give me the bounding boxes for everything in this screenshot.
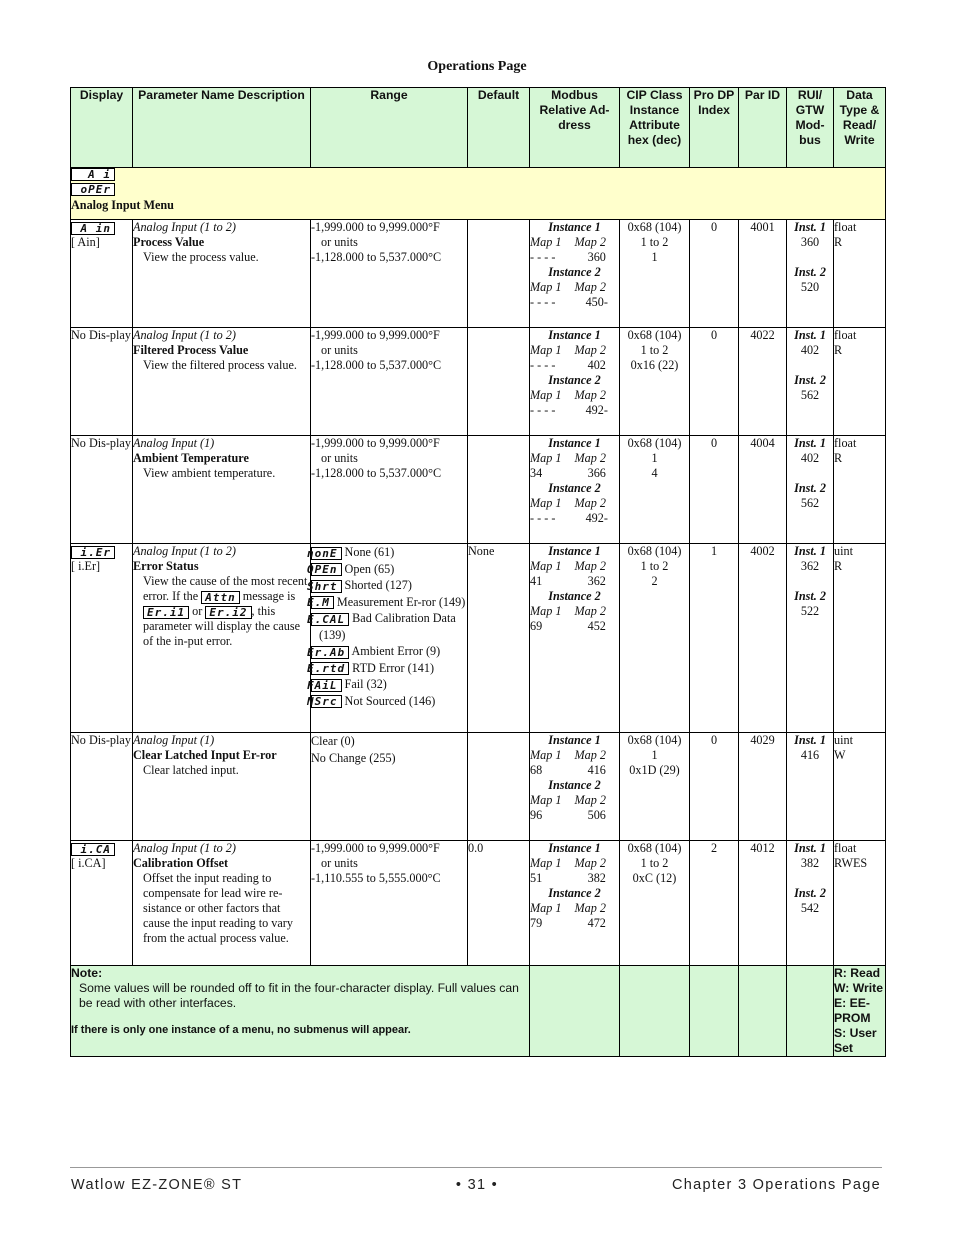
map-label: Map 1 [530, 748, 562, 762]
note-bold: If there is only one instance of a menu, no submenus will appear. [71, 1024, 411, 1036]
map-label: Map 2 [574, 388, 606, 402]
range-option [307, 643, 467, 660]
display-cell [71, 436, 133, 544]
range-cell [311, 220, 468, 328]
map-label: Map 1 [530, 901, 562, 915]
range-line: or units [321, 235, 358, 249]
range-line: or units [321, 343, 358, 357]
cip-class: 0x68 (104) [627, 733, 682, 747]
map-value: 360 [587, 250, 606, 264]
display-text: [ Ain] [71, 235, 100, 249]
desc-text: or [192, 604, 203, 618]
default-cell: 0.0 [468, 841, 530, 966]
rui-value: 360 [800, 235, 820, 249]
map-value: 69 [530, 619, 543, 633]
param-cell [133, 220, 311, 328]
range-line: -1,999.000 to 9,999.000°F [311, 328, 440, 342]
note-empty [787, 966, 834, 1057]
param-cell [133, 544, 311, 733]
default-cell [468, 733, 530, 841]
header-param: Parameter Name Description [133, 88, 311, 168]
range-cell [311, 841, 468, 966]
read-write: W [834, 748, 846, 762]
rui-value: 402 [800, 451, 820, 465]
modbus-cell [530, 733, 620, 841]
map-value: 366 [587, 466, 606, 480]
lcd-code: Er.i2 [205, 606, 251, 619]
desc-text: message is [242, 589, 296, 603]
legend-item: S: User Set [834, 1026, 877, 1055]
note-empty [739, 966, 787, 1057]
cip-cell [620, 544, 690, 733]
map-value: 382 [587, 871, 606, 885]
note-empty [690, 966, 739, 1057]
rui-value: 382 [800, 856, 820, 870]
footer-divider [70, 1167, 882, 1168]
param-group: Analog Input (1) [133, 733, 215, 747]
param-cell [133, 436, 311, 544]
map-label: Map 2 [574, 343, 606, 357]
option-text: Bad Calibration Data (139) [319, 611, 456, 642]
map-label: Map 1 [530, 451, 562, 465]
note-empty [620, 966, 690, 1057]
option-text: None (61) [344, 545, 395, 559]
rui-value: 416 [800, 748, 820, 762]
range-option [307, 676, 467, 693]
rui-value: 520 [800, 280, 820, 294]
table-row [71, 733, 886, 841]
cip-class: 0x68 (104) [627, 328, 682, 342]
lcd-code: E.CAL [311, 613, 349, 626]
display-cell [71, 841, 133, 966]
display-text: No Dis-play [71, 733, 131, 747]
map-value: 79 [530, 916, 543, 930]
cip-instance: 1 to 2 [640, 235, 669, 249]
note-text: Some values will be rounded off to fit in the four-character display. Full values can be read with other interfaces. [79, 981, 519, 1010]
param-name: Error Status [133, 559, 199, 573]
menu-cell [71, 168, 886, 220]
display-text: No Dis-play [71, 436, 131, 450]
legend-item: W: Write [834, 981, 883, 995]
default-cell [468, 436, 530, 544]
rui-value: 362 [800, 559, 820, 573]
dtype-cell [834, 220, 886, 328]
header-prodp: Pro DP Index [690, 88, 739, 168]
range-line: No Change (255) [311, 751, 396, 765]
map-value: 362 [587, 574, 606, 588]
rui-inst: Inst. 1 [794, 733, 826, 747]
desc-text: , this parameter will display the cause of the in-put error. [143, 604, 301, 648]
param-name: Ambient Temperature [133, 451, 249, 465]
note-cell [71, 966, 530, 1057]
map-label: Map 1 [530, 604, 562, 618]
data-type: uint [834, 733, 853, 747]
param-cell [133, 733, 311, 841]
rui-inst: Inst. 2 [794, 589, 826, 603]
cip-cell [620, 436, 690, 544]
header-cip: CIP Class Instance Attribute hex (dec) [620, 88, 690, 168]
rui-value: 402 [800, 343, 820, 357]
read-write: R [834, 235, 843, 249]
modbus-cell [530, 328, 620, 436]
cip-cell [620, 220, 690, 328]
header-dtype: Data Type & Read/ Write [834, 88, 886, 168]
param-cell [133, 328, 311, 436]
map-label: Map 1 [530, 793, 562, 807]
map-value: - - - - [530, 358, 556, 372]
map-value: 402 [587, 358, 606, 372]
instance-label: Instance 1 [548, 544, 601, 558]
table-row [71, 841, 886, 966]
param-name: Clear Latched Input Er-ror [133, 748, 277, 762]
map-label: Map 1 [530, 559, 562, 573]
range-cell [311, 436, 468, 544]
range-line: -1,128.000 to 5,537.000°C [311, 250, 442, 264]
range-line: Clear (0) [311, 734, 355, 748]
rui-value: 562 [800, 496, 820, 510]
table-row [71, 436, 886, 544]
option-text: Measurement Er-ror (149) [336, 594, 466, 609]
dtype-cell [834, 544, 886, 733]
lcd-code: NSrc [311, 695, 342, 708]
param-desc [133, 574, 310, 649]
instance-label: Instance 1 [548, 328, 601, 342]
lcd-code: E.M [311, 596, 334, 609]
parid-cell: 4029 [739, 733, 787, 841]
param-desc: View the process value. [143, 250, 259, 264]
map-value: 492- [585, 511, 608, 525]
map-value: - - - - [530, 250, 556, 264]
map-label: Map 1 [530, 388, 562, 402]
display-cell [71, 328, 133, 436]
param-group: Analog Input (1 to 2) [133, 220, 236, 234]
cip-instance: 1 [651, 748, 658, 762]
param-name: Calibration Offset [133, 856, 229, 870]
param-desc: View the filtered process value. [143, 358, 297, 372]
range-line: -1,128.000 to 5,537.000°C [311, 466, 442, 480]
modbus-cell [530, 841, 620, 966]
map-label: Map 1 [530, 280, 562, 294]
map-label: Map 1 [530, 343, 562, 357]
range-option [307, 610, 467, 643]
instance-label: Instance 2 [548, 481, 601, 495]
map-label: Map 2 [574, 559, 606, 573]
footer-right: Chapter 3 Operations Page [671, 1177, 881, 1193]
range-option [307, 660, 467, 677]
header-display: Display [71, 88, 133, 168]
param-group: Analog Input (1 to 2) [133, 841, 236, 855]
range-line: or units [321, 451, 358, 465]
range-line: -1,999.000 to 9,999.000°F [311, 436, 440, 450]
map-label: Map 2 [574, 748, 606, 762]
map-value: 34 [530, 466, 543, 480]
cip-attribute: 1 [651, 250, 658, 264]
prodp-cell: 0 [690, 436, 739, 544]
menu-label: Analog Input Menu [71, 198, 174, 212]
read-write: R [834, 343, 843, 357]
rui-value: 522 [800, 604, 820, 618]
map-label: Map 2 [574, 451, 606, 465]
read-write: R [834, 559, 843, 573]
prodp-cell: 0 [690, 220, 739, 328]
range-option [307, 577, 467, 594]
page-title: Operations Page [427, 59, 527, 74]
param-name: Process Value [133, 235, 205, 249]
map-label: Map 2 [574, 901, 606, 915]
map-label: Map 2 [574, 496, 606, 510]
modbus-cell [530, 436, 620, 544]
display-cell [71, 220, 133, 328]
rui-value: 542 [800, 901, 820, 915]
param-desc: View ambient temperature. [143, 466, 276, 480]
lcd-code: Er.Ab [311, 646, 349, 659]
map-value: 506 [587, 808, 606, 822]
rui-inst: Inst. 2 [794, 265, 826, 279]
map-value: 472 [587, 916, 606, 930]
table-row [71, 328, 886, 436]
read-write: RWES [834, 856, 868, 870]
header-rui: RUI/ GTW Mod-bus [787, 88, 834, 168]
display-text: No Dis-play [71, 328, 131, 342]
lcd-code: A in [71, 222, 115, 235]
footer-left: Watlow EZ-ZONE® ST [71, 1177, 243, 1193]
param-group: Analog Input (1) [133, 436, 215, 450]
prodp-cell: 0 [690, 328, 739, 436]
map-value: 68 [530, 763, 543, 777]
cip-attribute: 0x16 (22) [630, 358, 679, 372]
rui-inst: Inst. 1 [794, 544, 826, 558]
display-text: [ i.Er] [71, 559, 101, 573]
default-cell [468, 220, 530, 328]
note-row [71, 966, 886, 1057]
range-option [307, 594, 467, 611]
instance-label: Instance 1 [548, 436, 601, 450]
default-cell: None [468, 544, 530, 733]
option-text: Shorted (127) [344, 578, 412, 592]
cip-attribute: 0x1D (29) [629, 763, 680, 777]
lcd-code: i.Er [71, 546, 115, 559]
instance-label: Instance 2 [548, 265, 601, 279]
cip-attribute: 2 [651, 574, 658, 588]
rui-cell [787, 328, 834, 436]
header-default: Default [468, 88, 530, 168]
range-line: -1,999.000 to 9,999.000°F [311, 220, 440, 234]
modbus-cell [530, 220, 620, 328]
rw-legend [834, 966, 886, 1057]
map-value: 416 [587, 763, 606, 777]
option-text: RTD Error (141) [352, 660, 435, 675]
parid-cell: 4002 [739, 544, 787, 733]
note-empty [530, 966, 620, 1057]
rui-cell [787, 841, 834, 966]
default-cell [468, 328, 530, 436]
data-type: float [834, 841, 857, 855]
cip-instance: 1 [651, 451, 658, 465]
map-value: 51 [530, 871, 543, 885]
lcd-code: FAiL [311, 679, 342, 692]
lcd-code: i.CA [71, 843, 115, 856]
map-value: 452 [587, 619, 606, 633]
option-text: Fail (32) [344, 677, 387, 691]
rui-inst: Inst. 2 [794, 481, 826, 495]
map-label: Map 2 [574, 793, 606, 807]
cip-attribute: 4 [651, 466, 658, 480]
lcd-code: Attn [201, 591, 240, 604]
rui-cell [787, 220, 834, 328]
cip-class: 0x68 (104) [627, 841, 682, 855]
dtype-cell [834, 328, 886, 436]
display-cell [71, 544, 133, 733]
display-cell [71, 733, 133, 841]
read-write: R [834, 451, 843, 465]
cip-instance: 1 to 2 [640, 856, 669, 870]
instance-label: Instance 1 [548, 841, 601, 855]
range-line: -1,110.555 to 5,555.000°C [311, 871, 441, 885]
header-row [71, 88, 886, 168]
range-option [307, 693, 467, 710]
header-parid: Par ID [739, 88, 787, 168]
parid-cell: 4012 [739, 841, 787, 966]
option-text: Ambient Error (9) [351, 644, 441, 658]
map-value: - - - - [530, 511, 556, 525]
map-label: Map 1 [530, 496, 562, 510]
dtype-cell [834, 733, 886, 841]
range-line: or units [321, 856, 358, 870]
cip-instance: 1 to 2 [640, 343, 669, 357]
data-type: float [834, 436, 857, 450]
range-line: -1,128.000 to 5,537.000°C [311, 358, 442, 372]
rui-value: 562 [800, 388, 820, 402]
data-type: float [834, 328, 857, 342]
instance-label: Instance 2 [548, 373, 601, 387]
parid-cell: 4004 [739, 436, 787, 544]
parid-cell: 4001 [739, 220, 787, 328]
header-range: Range [311, 88, 468, 168]
rui-inst: Inst. 1 [794, 328, 826, 342]
lcd-code: E.rtd [311, 662, 349, 675]
param-cell [133, 841, 311, 966]
dtype-cell [834, 841, 886, 966]
map-label: Map 2 [574, 280, 606, 294]
cip-class: 0x68 (104) [627, 544, 682, 558]
map-label: Map 2 [574, 856, 606, 870]
rui-inst: Inst. 1 [794, 841, 826, 855]
instance-label: Instance 1 [548, 220, 601, 234]
map-value: - - - - [530, 295, 556, 309]
map-label: Map 2 [574, 604, 606, 618]
dtype-cell [834, 436, 886, 544]
header-modbus: Modbus Relative Ad-dress [530, 88, 620, 168]
prodp-cell: 0 [690, 733, 739, 841]
prodp-cell: 1 [690, 544, 739, 733]
map-value: 96 [530, 808, 543, 822]
range-cell [311, 733, 468, 841]
lcd-code: nonE [311, 547, 342, 560]
range-option [307, 544, 467, 561]
legend-item: R: Read [834, 966, 881, 980]
table-row [71, 544, 886, 733]
legend-item: E: EE-PROM [834, 996, 871, 1025]
rui-inst: Inst. 1 [794, 220, 826, 234]
parid-cell: 4022 [739, 328, 787, 436]
option-text: Not Sourced (146) [344, 693, 436, 708]
rui-inst: Inst. 2 [794, 886, 826, 900]
instance-label: Instance 2 [548, 589, 601, 603]
range-option [307, 561, 467, 578]
range-line: -1,999.000 to 9,999.000°F [311, 841, 440, 855]
cip-class: 0x68 (104) [627, 436, 682, 450]
map-value: 492- [585, 403, 608, 417]
param-name: Filtered Process Value [133, 343, 249, 357]
param-group: Analog Input (1 to 2) [133, 328, 236, 342]
cip-attribute: 0xC (12) [632, 871, 677, 885]
instance-label: Instance 2 [548, 886, 601, 900]
menu-code-ai: A i [71, 168, 115, 181]
map-value: - - - - [530, 403, 556, 417]
cip-instance: 1 to 2 [640, 559, 669, 573]
range-cell [307, 544, 468, 733]
range-cell [311, 328, 468, 436]
desc-text: View the cause of the most recent error. If the [143, 574, 308, 603]
table-row [71, 220, 886, 328]
lcd-code: Shrt [311, 580, 342, 593]
modbus-cell [530, 544, 620, 733]
cip-cell [620, 733, 690, 841]
menu-row [71, 168, 886, 220]
rui-cell [787, 544, 834, 733]
map-value: 450- [585, 295, 608, 309]
rui-cell [787, 733, 834, 841]
note-title: Note: [71, 966, 103, 980]
map-label: Map 1 [530, 235, 562, 249]
param-desc: Offset the input reading to compensate for lead wire re-sistance or other factors that cause the input reading to vary from the actual process value. [143, 871, 293, 945]
map-value: 41 [530, 574, 543, 588]
data-type: uint [834, 544, 853, 558]
rui-inst: Inst. 1 [794, 436, 826, 450]
data-type: float [834, 220, 857, 234]
rui-inst: Inst. 2 [794, 373, 826, 387]
footer-page-number: • 31 • [455, 1177, 499, 1193]
option-text: Open (65) [344, 561, 395, 576]
lcd-code: Er.i1 [143, 606, 189, 619]
menu-code-oper: oPEr [71, 183, 115, 196]
param-desc: Clear latched input. [143, 763, 239, 777]
cip-cell [620, 328, 690, 436]
instance-label: Instance 1 [548, 733, 601, 747]
cip-cell [620, 841, 690, 966]
operations-table [70, 87, 886, 1057]
cip-class: 0x68 (104) [627, 220, 682, 234]
map-label: Map 2 [574, 235, 606, 249]
display-text: [ i.CA] [71, 856, 106, 870]
map-label: Map 1 [530, 856, 562, 870]
param-group: Analog Input (1 to 2) [133, 544, 236, 558]
rui-cell [787, 436, 834, 544]
instance-label: Instance 2 [548, 778, 601, 792]
prodp-cell: 2 [690, 841, 739, 966]
lcd-code: OPEn [311, 563, 342, 576]
